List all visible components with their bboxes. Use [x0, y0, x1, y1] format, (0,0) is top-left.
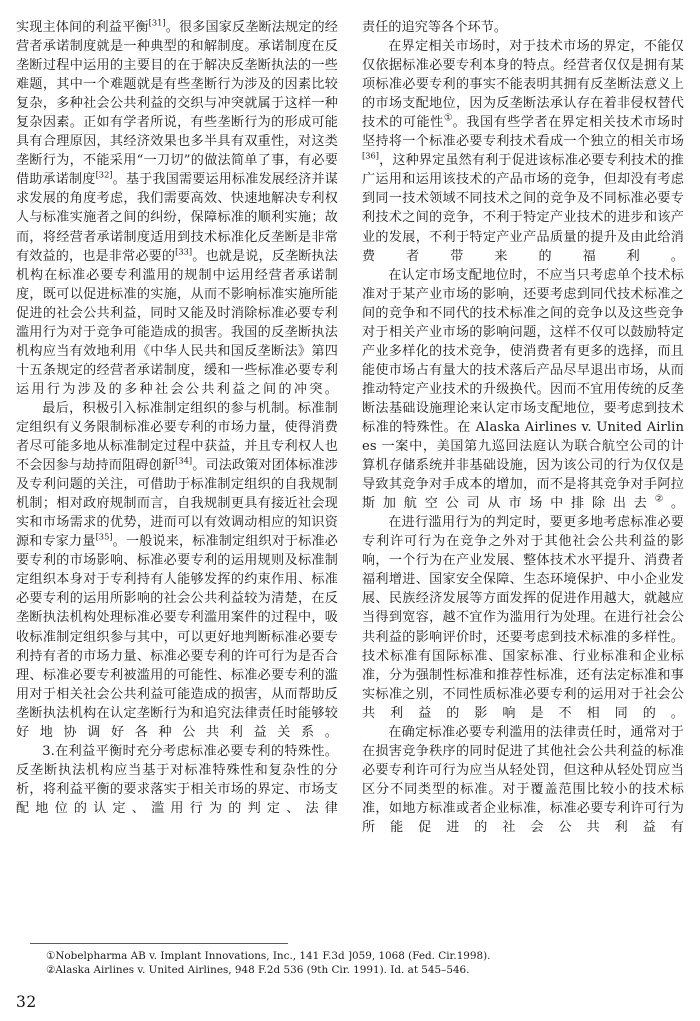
reference-marker: [32] [95, 170, 113, 181]
footnote-marker-inline: ① [443, 112, 453, 124]
paragraph: 在确定标准必要专利滥用的法律责任时，通常对于在损害竞争秩序的同时促进了其他社会公共利益的标准必要专利许可行为应当从轻处罚，但这种从轻处罚应当区分不同类型的标准。对于覆盖范围比较小的技术标准，如地方标准或者企业标准，标准必要专利许可行为所能促进的社会公共利益有 [362, 724, 684, 835]
footnote-marker-inline: ② [654, 493, 671, 505]
reference-marker: [31] [148, 17, 166, 28]
footnote-separator-rule [30, 943, 288, 944]
reference-marker: [33] [175, 246, 193, 257]
left-column [16, 18, 338, 818]
footnote-marker: ② [46, 963, 56, 976]
footnote-item [46, 949, 684, 963]
paragraph: 3.在利益平衡时充分考虑标准必要专利的特殊性。反垄断执法机构应当基于对标准特殊性和复杂性的分析，将利益平衡的要求落实于相关市场的界定、市场支配地位的认定、滥用行为的判定、法律 [16, 743, 338, 816]
reference-marker: [36] [362, 150, 380, 161]
case-name: Alaska Airlines v. United Airlines [362, 419, 684, 455]
right-column [362, 18, 684, 837]
paragraph: 在进行滥用行为的判定时，要更多地考虑标准必要专利许可行为在竞争之外对于其他社会公共利益的影响，一个行为在产业发展、整体技术水平提升、消费者福利增进、国家安全保障、生态环境保护、中小企业发展、民族经济发展等方面发挥的促进作用越大，就越应当得到宽容，越不宜作为滥用行为处理。在进行社会公共利益的影响评价时，还要考虑到技术标准的多样性。技术标准有国际标准、国家标准、行业标准和企业标准，分为强制性标准和推荐性标准，还有法定标准和事实标准之别，不同性质标准必要专利的运用对于社会公共利益的影响是不相同的。 [362, 515, 684, 721]
reference-marker: [34] [175, 455, 193, 466]
footnote-marker: ① [46, 949, 56, 962]
reference-marker: [35] [95, 531, 113, 542]
footnote-item [46, 963, 684, 977]
paragraph: 在界定相关市场时，对于技术市场的界定，不能仅仅依据标准必要专利本身的特点。经营者仅仅是拥有某项标准必要专利的事实不能表明其拥有反垄断法意义上的市场支配地位，因为反垄断法承认存在着非侵权替代技术的可能性①。我国有些学者在界定相关技术市场时坚持将一个标准必要专利技术看成一个独立的相关市场[36]，这种界定虽然有利于促进该标准必要专利技术的推广运用和运用该技术的产品市场的竞争，但却没有考虑到同一技术领域不同技术之间的竞争及不同标准必要专利技术之间的竞争，不利于特定产业技术的进步和该产业的发展，不利于特定产业产品质量的提升及由此给消费者带来的福利。 [362, 39, 685, 264]
footnote-section [16, 943, 684, 977]
footnote-text: Nobelpharma AB v. Implant Innovations, Inc., 141 F.3d ]059, 1068 (Fed. Cir.1998). [55, 949, 491, 962]
paragraph: 实现主体间的利益平衡[31]。很多国家反垄断法规定的经营者承诺制度就是一种典型的和解制度。承诺制度在反垄断过程中运用的主要目的在于解决反垄断执法的一些难题，其中一个难题就是有些垄断行为涉及的因素比较复杂，多种社会公共利益的交织与冲突就属于这样一种复杂因素。正如有学者所说，有些垄断行为的形成可能具有合理原因，其经济效果也多半具有双重性，对这类垄断行为，不能采用“一刀切”的做法简单了事，有必要借助承诺制度[32]。基于我国需要运用标准发展经济并谋求发展的角度考虑，我们需要高效、快速地解决专利权人与标准实施者之间的纠纷，保障标准的顺利实施；故而，将经营者承诺制度适用到技术标准化反垄断是非常有效益的，也是非常必要的[33]。也就是说，反垄断执法机构在标准必要专利滥用的规制中运用经营者承诺制度，既可以促进标准的实施，从而不影响标准实施所能促进的社会公共利益，同时又能及时消除标准必要专利滥用行为对于竞争可能造成的损害。我国的反垄断执法机构应当有效地利用《中华人民共和国反垄断法》第四十五条规定的经营者承诺制度，缓和一些标准必要专利运用行为涉及的多种社会公共利益之间的冲突。 [16, 17, 338, 397]
paragraph: 最后，积极引入标准制定组织的参与机制。标准制定组织有义务限制标准必要专利的市场力量，使得消费者尽可能多地从标准制定过程中获益，并且专利权人也不会因参与劫持而阻碍创新[34]。司法政策对团体标准涉及专利问题的关注，可借助于标准制定组织的自我规制机制；相对政府规制而言，自我规制更具有接近社会现实和市场需求的优势，进而可以有效调动相应的知识资源和专家力量[35]。一般说来，标准制定组织对于标准必要专利的市场影响、标准必要专利的运用规则及标准制定组织本身对于专利持有人能够发挥的约束作用、标准必要专利的运用所影响的社会公共利益较为清楚，在反垄断执法机构处理标准必要专利滥用案件的过程中，吸收标准制定组织参与其中，可以更好地判断标准必要专利持有者的市场力量、标准必要专利的许可行为是否合理、标准必要专利被滥用的可能性、标准必要专利的滥用对于相关社会公共利益可能造成的损害，从而帮助反垄断执法机构在认定垄断行为和追究法律责任时能够较好地协调好各种公共利益关系。 [16, 400, 338, 740]
page-number: 32 [16, 993, 37, 1011]
paragraph: 在认定市场支配地位时，不应当只考虑单个技术标准对于某产业市场的影响，还要考虑到同代技术标准之间的竞争和不同代的技术标准之间的竞争以及这些竞争对于相关产业市场的影响问题，这样不仅可以鼓励特定产业多样化的技术竞争，使消费者有更多的选择，而且能使市场占有量大的技术落后产品尽早退出市场，从而推动特定产业技术的升级换代。因而不宜用传统的反垄断法基础设施理论来认定市场支配地位，要考虑到技术标准的特殊性。在 Alaska Airlines v. United Airlines 一案中，美国第九巡回法庭认为联合航空公司的计算机存储系统并非基础设施，因为该公司的行为仅仅是导致其竞争对手成本的增加，而不是将其竞争对手阿拉斯加航空公司从市场中排除出去②。 [362, 267, 685, 512]
footnote-text: Alaska Airlines v. United Airlines, 948 F.2d 536 (9th Cir. 1991). Id. at 545–546. [55, 963, 470, 976]
paragraph: 责任的追究等各个环节。 [362, 20, 508, 35]
two-column-body [16, 18, 684, 837]
